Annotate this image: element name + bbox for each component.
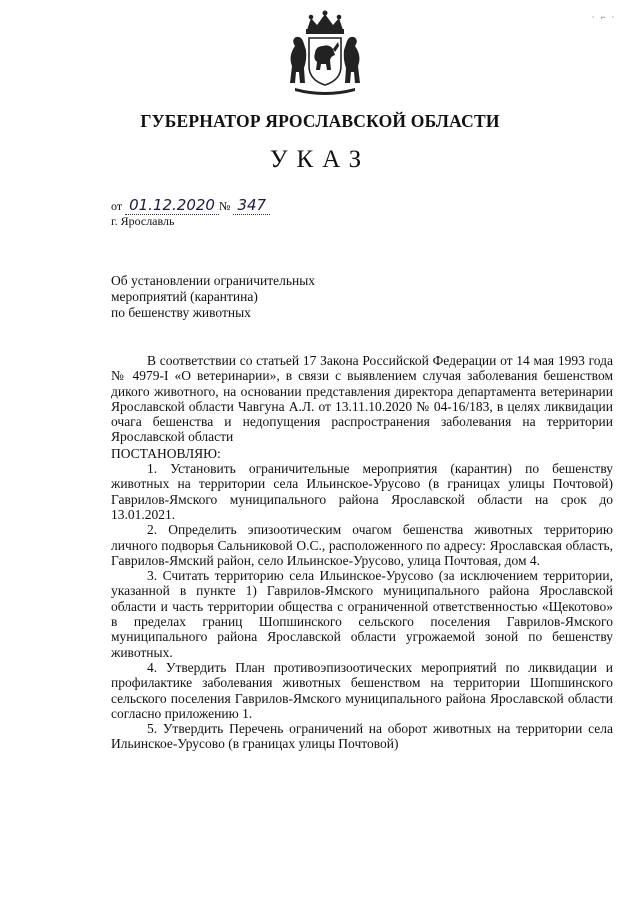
- decree-item-4: 4. Утвердить План противоэпизоотических мероприятий по ликвидации и профилактике заболевания животных бешенством на территории Шопшинского сельского поселения Гаврилов-Ямского муниципального района Ярославской области согласно приложению 1.: [111, 659, 613, 721]
- date-prefix: от: [111, 199, 123, 213]
- decree-item-5: 5. Утвердить Перечень ограничений на оборот животных на территории села Ильинское-Урусово (в границах улицы Почтовой): [111, 721, 613, 752]
- scan-mark: ∙ ⌐ ∙: [592, 12, 617, 22]
- title-line: мероприятий (карантина): [111, 289, 258, 304]
- number-prefix: №: [218, 199, 231, 213]
- document-type: УКАЗ: [269, 146, 371, 173]
- document-body: [111, 353, 613, 752]
- city: г. Ярославль: [111, 214, 175, 228]
- decree-word: ПОСТАНОВЛЯЮ:: [111, 445, 221, 461]
- date-number-line: [111, 196, 270, 214]
- title-line: по бешенству животных: [111, 305, 251, 320]
- handwritten-number: 347: [233, 196, 270, 215]
- issuing-authority: ГУБЕРНАТОР ЯРОСЛАВСКОЙ ОБЛАСТИ: [140, 111, 500, 131]
- handwritten-date: 01.12.2020: [125, 196, 219, 215]
- decree-item-1: 1. Установить ограничительные мероприятия (карантин) по бешенству животных на территории села Ильинское-Урусово (в границах улицы Почтовой) Гаврилов-Ямского муниципального района Ярославской области на срок до 13.01.2021.: [111, 461, 613, 522]
- preamble-paragraph: В соответствии со статьей 17 Закона Российской Федерации от 14 мая 1993 года № 4979-I «О ветеринарии», в связи с выявлением случая заболевания бешенством дикого животного, на основании представления директора департамента ветеринарии Ярославской области Чавгуна А.Л. от 13.11.10.2020 № 04-16/183, в целях ликвидации очага бешенства и недопущения распространения заболевания на территории Ярославской области: [111, 353, 613, 445]
- coat-of-arms-icon: [285, 8, 365, 98]
- title-line: Об установлении ограничительных: [111, 273, 316, 288]
- decree-item-2: 2. Определить эпизоотическим очагом бешенства животных территорию личного подворья Сальниковой О.С., расположенного по адресу: Ярославская область, Гаврилов-Ямский район, село Ильинское-Урусово, улица Почтовая, дом 4.: [111, 522, 613, 568]
- decree-item-3: 3. Считать территорию села Ильинское-Урусово (за исключением территории, указанной в пункте 1) Гаврилов-Ямского муниципального района Ярославской области и часть территории общества с ограниченной ответственностью «Щекотово» в пределах границ Шопшинского сельского поселения Гаврилов-Ямского муниципального района Ярославской области угрожаемой зоной по бешенству животных.: [111, 568, 613, 660]
- document-title: [111, 273, 315, 321]
